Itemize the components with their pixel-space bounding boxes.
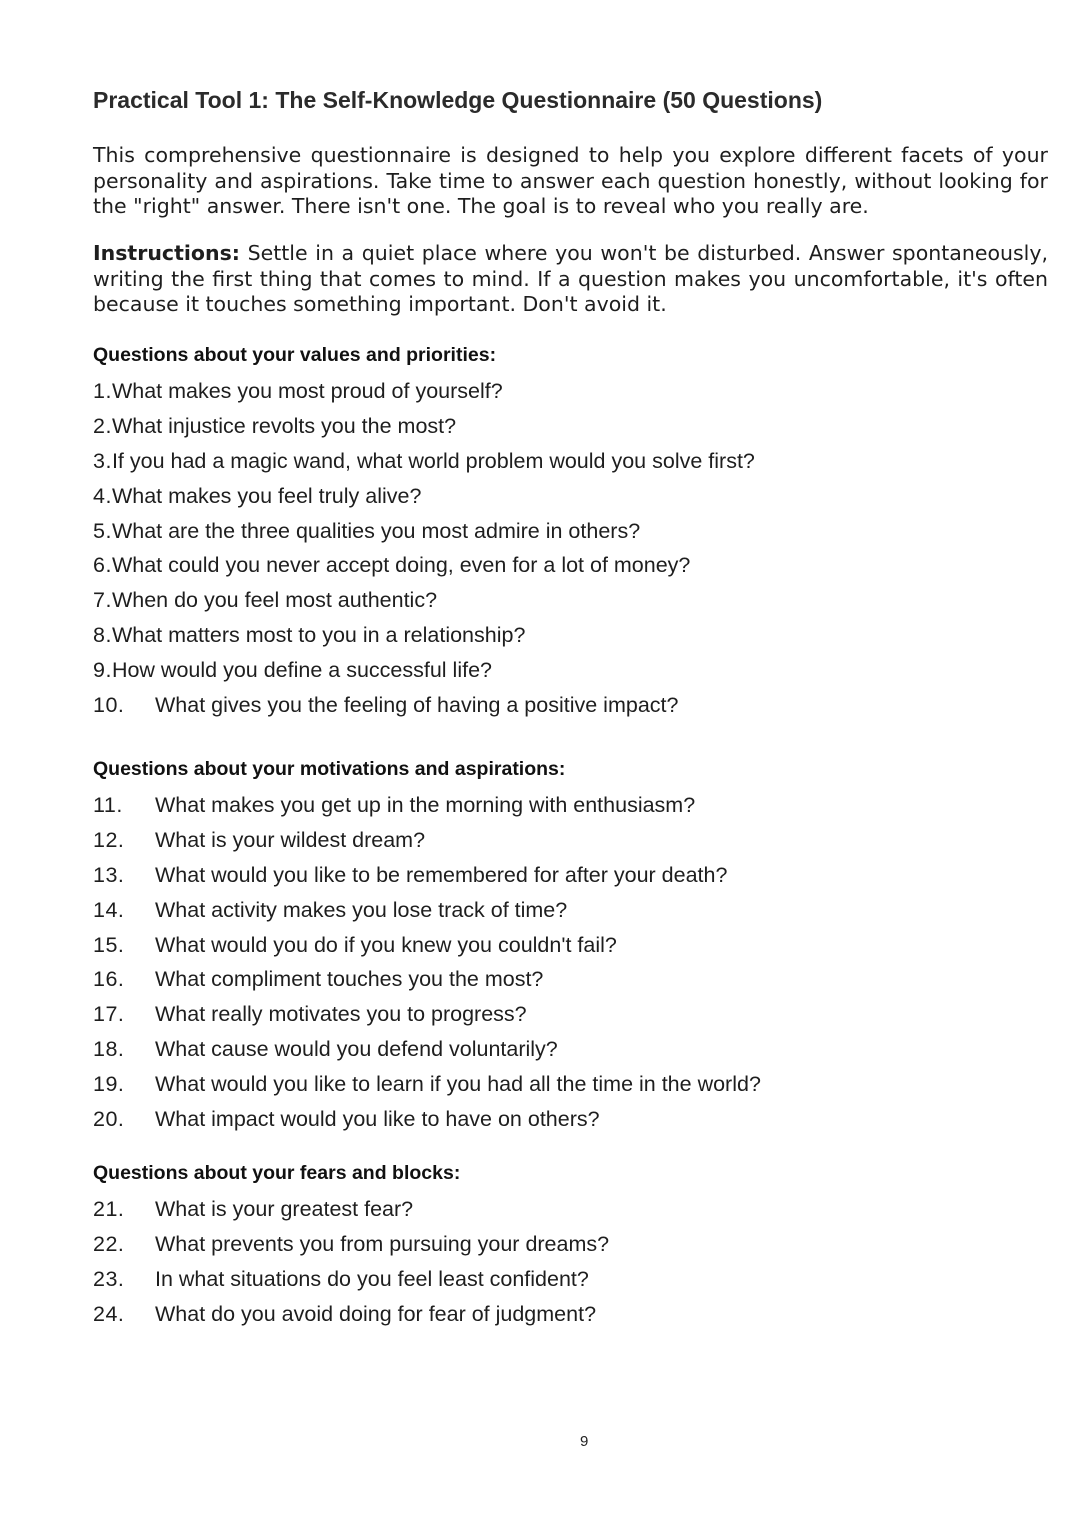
- question-item: [93, 583, 1048, 618]
- question-number: 6.: [93, 553, 112, 578]
- question-number: 15.: [93, 932, 125, 957]
- question-text: What cause would you defend voluntarily?: [155, 1037, 558, 1062]
- question-text: What makes you feel truly alive?: [111, 483, 422, 508]
- question-text: How would you define a successful life?: [111, 658, 492, 683]
- question-text: What compliment touches you the most?: [155, 967, 544, 992]
- question-text: What gives you the feeling of having a positive impact?: [155, 693, 679, 718]
- question-number: 17.: [93, 1002, 125, 1027]
- question-number: 5.: [93, 518, 112, 543]
- question-item: [93, 409, 1048, 444]
- question-item: [93, 1102, 1048, 1137]
- question-text: What prevents you from pursuing your dreams?: [155, 1231, 610, 1256]
- question-text: What would you like to learn if you had all the time in the world?: [155, 1072, 761, 1097]
- question-item: [93, 962, 1048, 997]
- question-number: 7.: [93, 588, 112, 613]
- question-list-fears: [93, 1192, 1048, 1332]
- question-text: What are the three qualities you most admire in others?: [111, 518, 641, 543]
- question-item: [93, 1227, 1048, 1262]
- question-item: [93, 548, 1048, 583]
- question-item: [93, 1297, 1048, 1332]
- question-number: 20.: [93, 1107, 125, 1132]
- question-text: In what situations do you feel least confident?: [155, 1266, 589, 1291]
- instructions-text: Settle in a quiet place where you won't be disturbed. Answer spontaneously, writing the first thing that comes to mind. If a question makes you uncomfortable, it's often because it touches something important. Don't avoid it.: [93, 241, 1048, 316]
- intro-paragraph: This comprehensive questionnaire is designed to help you explore different facets of your personality and aspirations. Take time to answer each question honestly, without looking for the "right" answer. There isn't one. The goal is to reveal who you really are.: [93, 143, 1048, 218]
- question-text: What makes you get up in the morning with enthusiasm?: [155, 793, 696, 817]
- question-item: [93, 1192, 1048, 1227]
- question-text: What matters most to you in a relationship?: [111, 623, 526, 648]
- question-item: [93, 1032, 1048, 1067]
- question-number: 19.: [93, 1072, 125, 1097]
- question-item: [93, 997, 1048, 1032]
- question-number: 23.: [93, 1266, 125, 1291]
- question-number: 2.: [93, 413, 112, 438]
- question-text: What would you do if you knew you couldn't fail?: [155, 932, 617, 957]
- question-list-motivations: [93, 788, 1048, 1137]
- question-item: [93, 1067, 1048, 1102]
- question-text: What makes you most proud of yourself?: [111, 379, 503, 403]
- question-text: What do you avoid doing for fear of judgment?: [155, 1301, 597, 1326]
- question-item: [93, 788, 1048, 823]
- question-text: What impact would you like to have on others?: [155, 1107, 600, 1132]
- question-text: When do you feel most authentic?: [111, 588, 438, 613]
- section-heading-motivations: Questions about your motivations and aspirations:: [93, 758, 566, 780]
- question-item: [93, 928, 1048, 963]
- section-heading-values: Questions about your values and priorities:: [93, 344, 497, 366]
- section-heading-fears: Questions about your fears and blocks:: [93, 1162, 461, 1184]
- question-number: 14.: [93, 897, 125, 922]
- question-number: 10.: [93, 693, 125, 718]
- question-item: [93, 514, 1048, 549]
- question-item: [93, 858, 1048, 893]
- question-number: 22.: [93, 1231, 125, 1256]
- question-number: 16.: [93, 967, 125, 992]
- question-number: 1.: [93, 379, 112, 403]
- question-number: 21.: [93, 1197, 125, 1221]
- question-item: [93, 479, 1048, 514]
- question-text: What would you like to be remembered for after your death?: [155, 862, 728, 887]
- question-text: What is your wildest dream?: [155, 827, 426, 852]
- instructions-paragraph: [93, 241, 1048, 318]
- question-list-values: [93, 374, 1048, 723]
- question-text: What could you never accept doing, even for a lot of money?: [111, 553, 691, 578]
- question-item: [93, 653, 1048, 688]
- question-number: 24.: [93, 1301, 125, 1326]
- question-item: [93, 893, 1048, 928]
- question-number: 3.: [93, 448, 112, 473]
- document-title: Practical Tool 1: The Self-Knowledge Questionnaire (50 Questions): [93, 87, 823, 113]
- question-item: [93, 374, 1048, 409]
- question-number: 12.: [93, 827, 125, 852]
- question-number: 4.: [93, 483, 112, 508]
- question-item: [93, 823, 1048, 858]
- question-number: 9.: [93, 658, 112, 683]
- question-number: 18.: [93, 1037, 125, 1062]
- question-number: 8.: [93, 623, 112, 648]
- question-item: [93, 444, 1048, 479]
- question-item: [93, 618, 1048, 653]
- question-text: If you had a magic wand, what world problem would you solve first?: [111, 448, 755, 473]
- instructions-label: Instructions:: [93, 241, 240, 265]
- page-number: 9: [580, 1433, 589, 1450]
- question-item: [93, 1262, 1048, 1297]
- question-number: 13.: [93, 862, 125, 887]
- question-text: What really motivates you to progress?: [155, 1002, 527, 1027]
- question-text: What activity makes you lose track of time?: [155, 897, 568, 922]
- question-item: [93, 688, 1048, 723]
- question-number: 11.: [93, 793, 123, 817]
- question-text: What is your greatest fear?: [155, 1197, 414, 1221]
- question-text: What injustice revolts you the most?: [111, 413, 457, 438]
